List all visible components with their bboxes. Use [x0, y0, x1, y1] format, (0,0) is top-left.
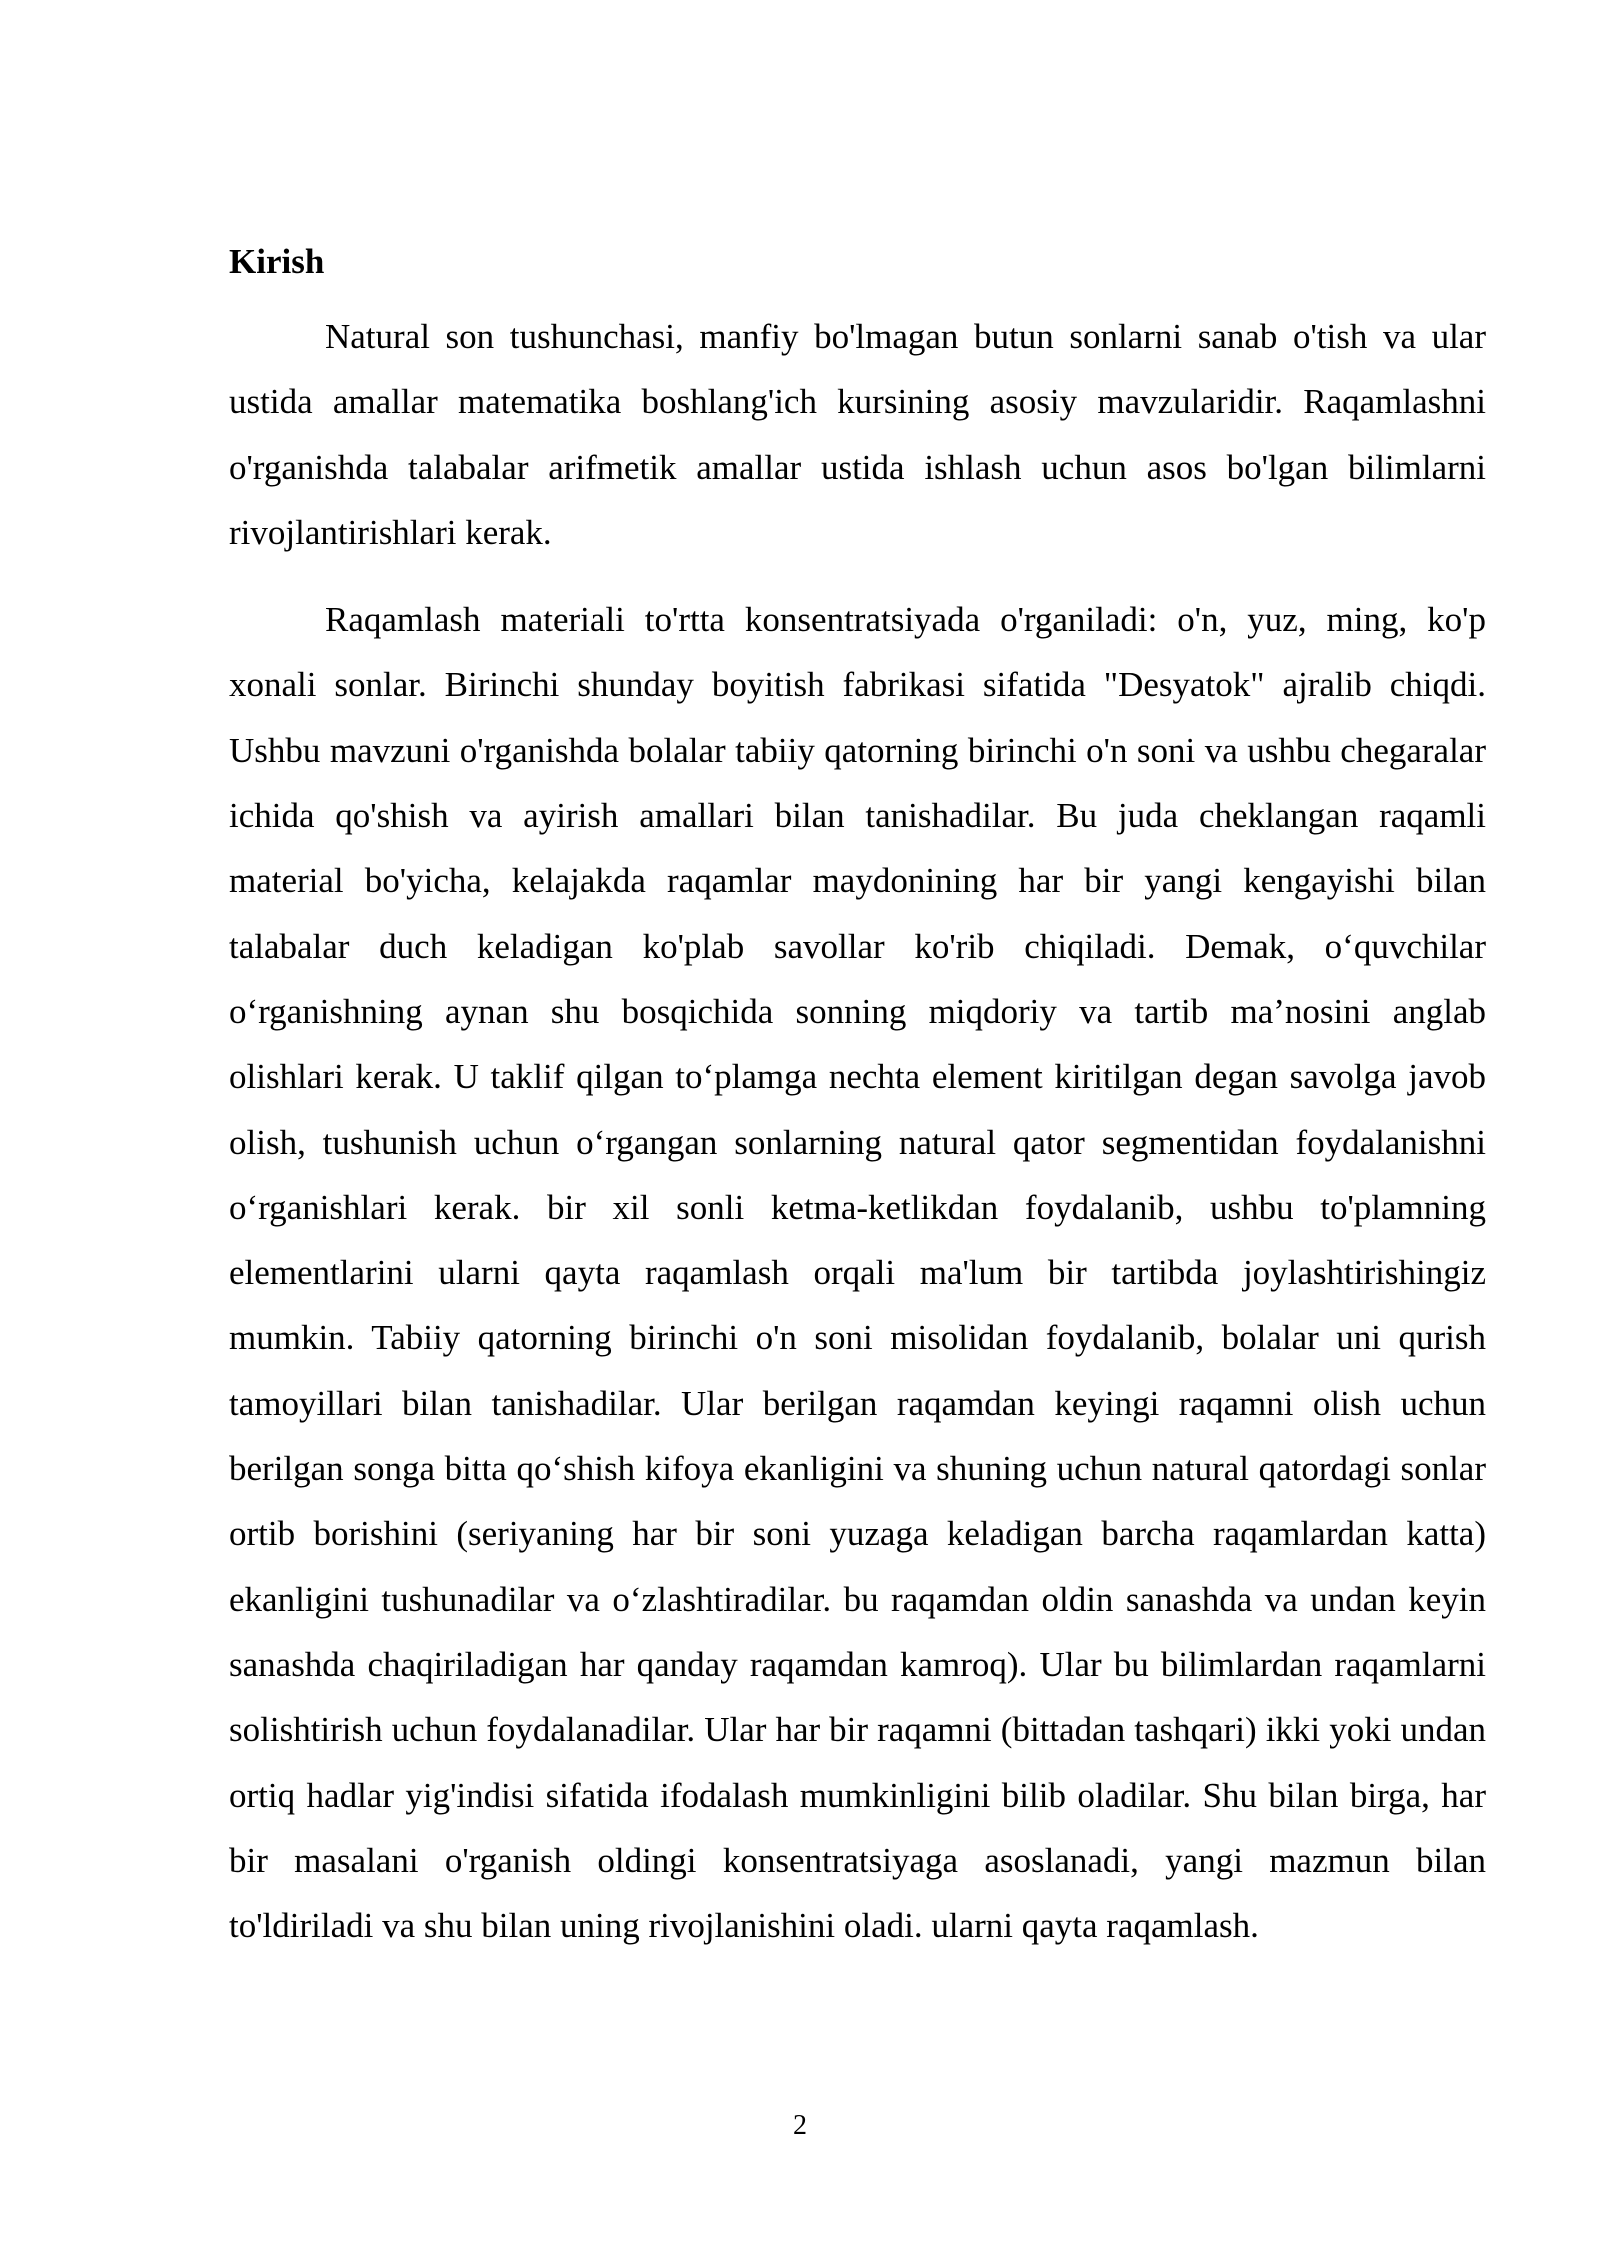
page-content	[229, 232, 1486, 1980]
paragraph-numbering: Raqamlash materiali to'rtta konsentratsiyada o'rganiladi: o'n, yuz, ming, ko'p xonali sonlar. Birinchi shunday boyitish fabrikasi sifatida "Desyatok" ajralib chiqdi. Ushbu mavzuni o'rganishda bolalar tabiiy qatorning birinchi o'n soni va ushbu chegaralar ichida qo'shish va ayirish amallari bilan tanishadilar. Bu juda cheklangan raqamli material bo'yicha, kelajakda raqamlar maydonining har bir yangi kengayishi bilan talabalar duch keladigan ko'plab savollar ko'rib chiqiladi. Demak, o‘quvchilar o‘rganishning aynan shu bosqichida sonning miqdoriy va tartib ma’nosini anglab olishlari kerak. U taklif qilgan to‘plamga nechta element kiritilgan degan savolga javob olish, tushunish uchun o‘rgangan sonlarning natural qator segmentidan foydalanishni o‘rganishlari kerak. bir xil sonli ketma-ketlikdan foydalanib, ushbu to'plamning elementlarini ularni qayta raqamlash orqali ma'lum bir tartibda joylashtirishingiz mumkin. Tabiiy qatorning birinchi o'n soni misolidan foydalanib, bolalar uni qurish tamoyillari bilan tanishadilar. Ular berilgan raqamdan keyingi raqamni olish uchun berilgan songa bitta qo‘shish kifoya ekanligini va shuning uchun natural qatordagi sonlar ortib borishini (seriyaning har bir soni yuzaga keladigan barcha raqamlardan katta) ekanligini tushunadilar va o‘zlashtiradilar. bu raqamdan oldin sanashda va undan keyin sanashda chaqiriladigan har qanday raqamdan kamroq). Ular bu bilimlardan raqamlarni solishtirish uchun foydalanadilar. Ular har bir raqamni (bittadan tashqari) ikki yoki undan ortiq hadlar yig'indisi sifatida ifodalash mumkinligini bilib oladilar. Shu bilan birga, har bir masalani o'rganish oldingi konsentratsiyaga asoslanadi, yangi mazmun bilan to'ldiriladi va shu bilan uning rivojlanishini oladi. ularni qayta raqamlash.	[229, 600, 1486, 1946]
section-heading: Kirish	[229, 242, 325, 281]
page-number: 2	[793, 2110, 807, 2141]
paragraph-intro: Natural son tushunchasi, manfiy bo'lmagan butun sonlarni sanab o'tish va ular ustida amallar matematika boshlang'ich kursining asosiy mavzularidir. Raqamlashni o'rganishda talabalar arifmetik amallar ustida ishlash uchun asos bo'lgan bilimlarni rivojlantirishlari kerak.	[229, 317, 1486, 552]
